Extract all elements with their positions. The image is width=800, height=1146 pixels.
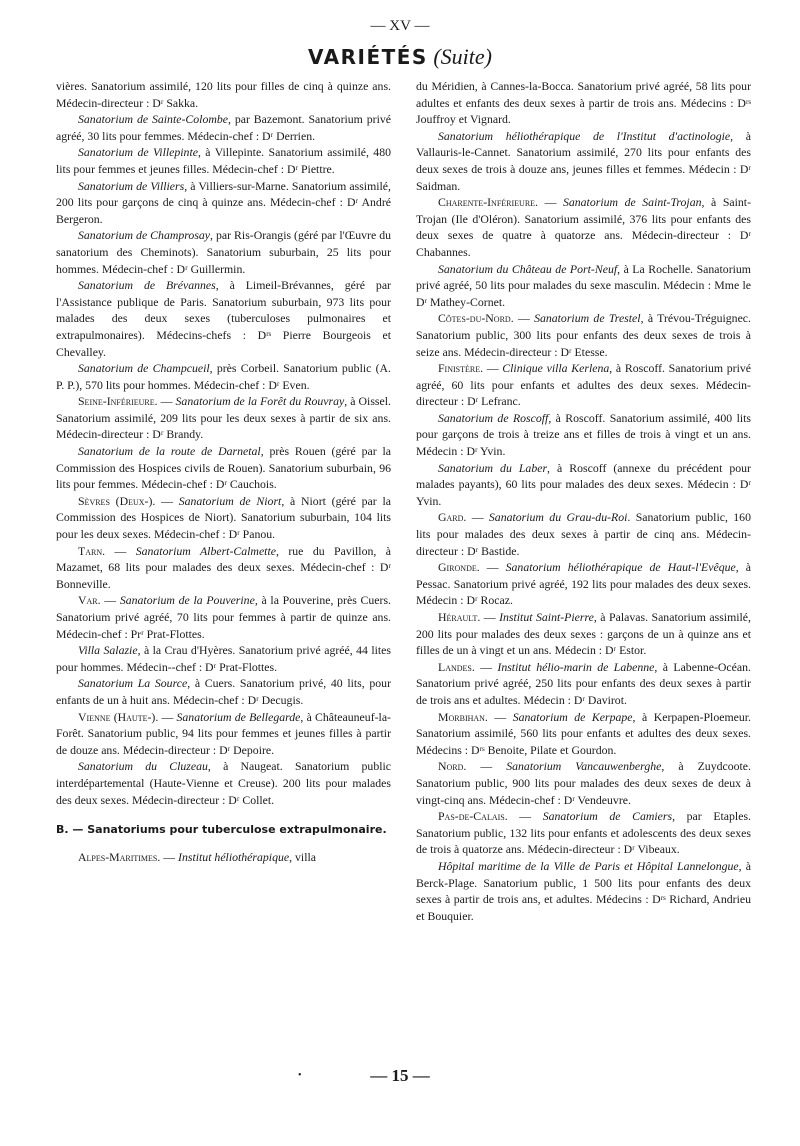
entry: Seine-Inférieure. — Sanatorium de la Forêt du Rouvray, à Oissel. Sanatorium assimilé, 209 lits pour les deux sexes à partir de six ans. Médecin-directeur : Dʳ Brandy.: [56, 394, 391, 442]
entry-text: , à Labenne-Océan. Sanatorium privé agréé, 250 lits pour enfants des deux sexes à partir de trois ans et adultes. Médecin : Dʳ Davirot.: [416, 659, 751, 707]
entry-text: , à Oissel. Sanatorium assimilé, 209 lits pour les deux sexes à partir de six ans. Médecin-directeur : Dʳ Brandy.: [56, 394, 391, 442]
entry-region: Gironde.: [438, 560, 480, 575]
entry-name: Sanatorium de Bellegarde: [176, 709, 301, 724]
entry-name: Sanatorium de Trestel: [534, 311, 641, 326]
entry-text: , à Pessac. Sanatorium privé agréé, 192 lits pour malades des deux sexes. Médecin : Dʳ Rocaz.: [416, 560, 751, 608]
left-column: [56, 78, 391, 865]
entry-region: Finistère.: [438, 361, 484, 376]
entry-name: Sanatorium de la Forêt du Rouvray: [175, 394, 345, 409]
right-column: [416, 78, 751, 924]
entry: [416, 858, 751, 924]
entry-region: Var.: [78, 593, 101, 608]
entry-text: , villa: [289, 849, 316, 864]
entry: Hérault. — Institut Saint-Pierre, à Palavas. Sanatorium assimilé, 200 lits pour malades des deux sexes : garçons de un à quinze ans et filles de un à vingt et un ans. Médecin : Dʳ Estor.: [416, 610, 751, 658]
entry: Charente-Inférieure. — Sanatorium de Saint-Trojan, à Saint-Trojan (Ile d'Oléron). Sanatorium assimilé, 376 lits pour enfants des deux sexes de quatre à quatorze ans. Médecin-directeur : Dʳ Chabannes.: [416, 195, 751, 259]
entry-name: Sanatorium de Kerpape: [512, 709, 633, 724]
entry-text: , rue du Pavillon, à Mazamet, 68 lits pour malades des deux sexes. Médecin-chef : Dʳ Bonneville.: [56, 543, 391, 591]
entry-text: , à Saint-Trojan (Ile d'Oléron). Sanatorium assimilé, 376 lits pour enfants des deux sexes de quatre à quatorze ans. Médecin-directeur : Dʳ Chabannes.: [416, 195, 751, 259]
entry-name: Sanatorium du Grau-du-Roi: [488, 510, 628, 525]
entry-region: Côtes-du-Nord.: [438, 311, 514, 326]
entry-text: , à Villiers-sur-Marne. Sanatorium assimilé, 200 lits pour garçons de cinq à quinze ans. Médecin-chef : Dʳ André Bergeron.: [56, 178, 391, 226]
entry-text: , à Roscoff. Sanatorium assimilé, 400 lits pour garçons de trois à treize ans et filles de trois à vingt et un ans. Médecin : Dʳ Yvin.: [416, 410, 751, 459]
entry: Tarn. — Sanatorium Albert-Calmette, rue du Pavillon, à Mazamet, 68 lits pour malades des deux sexes. Médecin-chef : Dʳ Bonneville.: [56, 543, 391, 591]
entry: Alpes-Maritimes. — Institut héliothérapique, villa: [78, 849, 316, 864]
entry: Nord. — Sanatorium Vancauwenberghe, à Zuydcoote. Sanatorium public, 900 lits pour malades des deux sexes de deux à vingt-cinq ans. Médecin-chef : Dʳ Vendeuvre.: [416, 759, 751, 807]
entry-text: , à Villepinte. Sanatorium assimilé, 480 lits pour femmes et jeunes filles. Médecin-chef : Dʳ Piettre.: [56, 145, 391, 176]
entry-name: Sanatorium de Brévannes: [78, 278, 216, 293]
entry-text: , à Niort (géré par la Commission des Hospices de Niort). Sanatorium suburbain, 104 lits pour les deux sexes. Médecin-chef : Dʳ Panou.: [56, 493, 391, 542]
entry: Vienne (Haute-). — Sanatorium de Bellegarde, à Châteauneuf-la-Forêt. Sanatorium public, 94 lits pour femmes et jeunes filles à partir de douze ans. Médecin-directeur : Dʳ Depoire.: [56, 709, 391, 757]
entry-text: , à Vallauris-le-Cannet. Sanatorium assimilé, 270 lits pour enfants des deux sexes de trois à douze ans, jeunes filles et femmes. Médecin : Dʳ Saidman.: [416, 128, 751, 193]
entry: [56, 360, 391, 393]
entry-name: Villa Salazie: [78, 643, 138, 658]
entry-name: Institut hélio-marin de Labenne: [497, 659, 655, 674]
entry-name: Sanatorium Vancauwenberghe: [506, 759, 662, 774]
entry: Landes. — Institut hélio-marin de Labenne, à Labenne-Océan. Sanatorium privé agréé, 250 lits pour enfants des deux sexes à partir de trois ans et adultes. Médecin : Dʳ Davirot.: [416, 659, 751, 707]
section-heading: B. — Sanatoriums pour tuberculose extrapulmonaire.: [56, 823, 387, 837]
page-roman-numeral: — XV —: [370, 18, 430, 34]
entry-name: Sanatorium de Saint-Trojan: [562, 195, 702, 210]
entry-text: , à Roscoff (annexe du précédent pour malades payants), 60 lits pour malades des deux sexes. Médecin : Dʳ Yvin.: [416, 460, 751, 508]
entry-name: Sanatorium du Château de Port-Neuf: [438, 261, 618, 276]
entry-name: Sanatorium de Villepinte: [78, 145, 198, 160]
entry-name: Sanatorium de Champrosay: [78, 228, 211, 243]
page-footer: [0, 1066, 800, 1086]
entry-name: Sanatorium héliothérapique de Haut-l'Evêque: [505, 560, 736, 575]
entry-text: , à Zuydcoote. Sanatorium public, 900 lits pour malades des deux sexes de deux à vingt-cinq ans. Médecin-chef : Dʳ Vendeuvre.: [416, 759, 751, 807]
entry-text: , à Berck-Plage. Sanatorium public, 1 500 lits pour enfants des deux sexes à partir de trois ans, et adultes. Médecins : Dʳˢ Richard, Andrieu et Bouquier.: [416, 858, 751, 923]
entry-region: Pas-de-Calais.: [438, 809, 508, 824]
entry-region: Charente-Inférieure.: [438, 195, 539, 210]
entry-name: Sanatorium La Source: [78, 676, 188, 691]
entry-text: , à Cuers. Sanatorium privé, 40 lits, pour enfants de un à huit ans. Médecin-chef : Dʳ Decugis.: [56, 676, 392, 707]
entry-text: , près Rouen (géré par la Commission des Hospices civils de Rouen). Sanatorium suburbain, 96 lits pour femmes. Médecin-chef : Dʳ Cauchois.: [56, 444, 392, 492]
entry: Côtes-du-Nord. — Sanatorium de Trestel, à Trévou-Tréguignec. Sanatorium public, 300 lits pour enfants des deux sexes de trois à seize ans. Médecin-directeur : Dʳ Etesse.: [416, 311, 751, 359]
entry: [56, 758, 391, 808]
entry-region: Tarn.: [78, 543, 106, 558]
entry-region: Morbihan.: [438, 709, 488, 724]
entry-name: Sanatorium de Camiers: [542, 809, 673, 824]
entry-name: Sanatorium Albert-Calmette: [135, 543, 276, 558]
entry: [416, 460, 751, 510]
entry: [56, 277, 391, 360]
entry-text: , à Trévou-Tréguignec. Sanatorium public, 300 lits pour enfants des deux sexes de trois à seize ans. Médecin-directeur : Dʳ Etesse.: [416, 311, 751, 359]
entry-region: Gard.: [438, 510, 467, 525]
entry-text: , par Etaples. Sanatorium public, 132 lits pour enfants et adolescents des deux sexes de trois à quatorze ans. Médecin-directeur : Dʳ Vibeaux.: [416, 809, 751, 857]
entry-text: , par Bazemont. Sanatorium privé agréé, 30 lits pour femmes. Médecin-chef : Dʳ Derrien.: [56, 112, 391, 143]
entry-region: Alpes-Maritimes.: [78, 849, 161, 864]
entry-region: Nord.: [438, 759, 467, 774]
entry-text: , par Ris-Orangis (géré par l'Œuvre du sanatorium des Cheminots). Sanatorium suburbain, 25 lits pour hommes. Médecin-chef : Dʳ Guillermin.: [56, 228, 391, 276]
entry-name: Institut héliothérapique: [178, 849, 290, 864]
entry-name: Clinique villa Kerlena: [502, 361, 610, 376]
entry-text: , à Roscoff. Sanatorium privé agréé, 60 lits pour enfants et adultes des deux sexes. Médecin-directeur : Dʳ Lefranc.: [416, 361, 751, 409]
entry: Gard. — Sanatorium du Grau-du-Roi. Sanatorium public, 160 lits pour malades des deux sexes à partir de cinq ans. Médecin-directeur : Dʳ Bastide.: [416, 510, 751, 558]
entry: Morbihan. — Sanatorium de Kerpape, à Kerpapen-Ploemeur. Sanatorium assimilé, 560 lits pour enfants et adultes des deux sexes. Médecins : Dʳˢ Benoite, Pilate et Gourdon.: [416, 709, 752, 757]
entry: [416, 128, 751, 194]
entry-region: Hérault.: [438, 610, 481, 624]
entry-name: Sanatorium du Laber: [438, 460, 548, 475]
entry-text: , à la Crau d'Hyères. Sanatorium privé agréé, 44 lites pour hommes. Médecin--chef : Dʳ Prat-Flottes.: [56, 643, 392, 674]
heading-title: VARIÉTÉS: [308, 45, 428, 69]
entry-text: , à la Pouverine, près Cuers. Sanatorium privé agréé, 70 lits pour femmes à partir de quinze ans. Médecin-chef : Prʳ Prat-Flottes.: [56, 593, 391, 641]
ink-dot: •: [298, 1070, 302, 1081]
entry-text: , à Châteauneuf-la-Forêt. Sanatorium public, 94 lits pour femmes et jeunes filles à partir de douze ans. Médecin-directeur : Dʳ Depoire.: [56, 709, 391, 757]
entry: Finistère. — Clinique villa Kerlena, à Roscoff. Sanatorium privé agréé, 60 lits pour enfants et adultes des deux sexes. Médecin-directeur : Dʳ Lefranc.: [416, 361, 751, 409]
entry-name: Hôpital maritime de la Ville de Paris et Hôpital Lannelongue: [438, 858, 739, 873]
paragraph: du Méridien, à Cannes-la-Bocca. Sanatorium privé agréé, 58 lits pour adultes et enfants des deux sexes à partir de trois ans. Médecins : Dʳˢ Jouffroy et Vignard.: [416, 79, 751, 127]
entry-name: Sanatorium de Niort: [178, 493, 282, 508]
entry-name: Sanatorium de Villiers: [78, 178, 185, 193]
entry-text: , à Kerpapen-Ploemeur. Sanatorium assimilé, 560 lits pour enfants et adultes des deux sexes. Médecins : Dʳˢ Benoite, Pilate et Gourdon.: [416, 709, 752, 757]
entry: [56, 675, 391, 708]
entry: Sèvres (Deux-). — Sanatorium de Niort, à Niort (géré par la Commission des Hospices de Niort). Sanatorium suburbain, 104 lits pour les deux sexes. Médecin-chef : Dʳ Panou.: [56, 493, 391, 542]
entry-region: Seine-Inférieure.: [78, 394, 158, 409]
entry-text: , à La Rochelle. Sanatorium privé agréé, 50 lits pour malades du sexe masculin. Médecin : Mme le Dʳ Mathey-Cornet.: [416, 261, 751, 309]
entry: [416, 410, 751, 460]
entry-region: Vienne (Haute-).: [78, 709, 159, 724]
entry-name: Sanatorium de Champcueil: [78, 361, 210, 376]
heading-suffix: (Suite): [433, 44, 492, 69]
entry-region: Sèvres (Deux-).: [78, 493, 156, 508]
entry: [56, 642, 391, 675]
entry-text: , à Naugeat. Sanatorium public interdépartemental (Haute-Vienne et Creuse). 200 lits pour malades des deux sexes. Médecin-directeur : Dʳ Collet.: [56, 759, 392, 807]
entry-text: , à Palavas. Sanatorium assimilé, 200 lits pour malades des deux sexes : garçons de un à quinze ans et filles de un à vingt et un ans. Médecin : Dʳ Estor.: [416, 610, 751, 658]
page-heading: [0, 44, 800, 70]
page-number: — 15 —: [370, 1066, 430, 1085]
entry: Var. — Sanatorium de la Pouverine, à la Pouverine, près Cuers. Sanatorium privé agréé, 70 lits pour femmes à partir de quinze ans. Médecin-chef : Prʳ Prat-Flottes.: [56, 593, 391, 641]
entry: Gironde. — Sanatorium héliothérapique de Haut-l'Evêque, à Pessac. Sanatorium privé agréé, 192 lits pour malades des deux sexes. Médecin : Dʳ Rocaz.: [416, 560, 751, 608]
entry: Pas-de-Calais. — Sanatorium de Camiers, par Etaples. Sanatorium public, 132 lits pour enfants et adolescents des deux sexes de trois à quatorze ans. Médecin-directeur : Dʳ Vibeaux.: [416, 809, 751, 857]
entry-name: Sanatorium de la route de Darnetal: [78, 444, 261, 459]
entry: [56, 443, 391, 493]
entry-text: , près Corbeil. Sanatorium public (A. P. P.), 570 lits pour hommes. Médecin-chef : Dʳ Even.: [56, 361, 391, 392]
entry-name: Sanatorium héliothérapique de l'Institut d'actinologie: [438, 128, 731, 143]
entry-region: Landes.: [438, 659, 475, 674]
entry-text: , à Limeil-Brévannes, géré par l'Assistance publique de Paris. Sanatorium suburbain, 973 lits pour malades des deux sexes (tuberculoses pulmonaires et extrapulmonaires). Médecins-chefs : Dʳˢ Pierre Bourgeois et Chevalley.: [56, 278, 391, 359]
entry-name: Sanatorium de Sainte-Colombe: [78, 112, 228, 127]
entry-name: Institut Saint-Pierre: [499, 610, 594, 624]
entry-name: Sanatorium du Cluzeau: [78, 759, 208, 774]
entry: [56, 178, 391, 228]
entry-name: Sanatorium de la Pouverine: [119, 593, 255, 608]
entry: [416, 261, 751, 311]
entry-text: . Sanatorium public, 160 lits pour malades des deux sexes à partir de cinq ans. Médecin-directeur : Dʳ Bastide.: [416, 510, 751, 558]
entry: [56, 144, 391, 177]
paragraph: vières. Sanatorium assimilé, 120 lits pour filles de cinq à quinze ans. Médecin-directeur : Dʳ Sakka.: [56, 79, 391, 110]
entry: [56, 227, 391, 277]
entry-name: Sanatorium de Roscoff: [438, 410, 549, 425]
entry: [56, 111, 391, 144]
